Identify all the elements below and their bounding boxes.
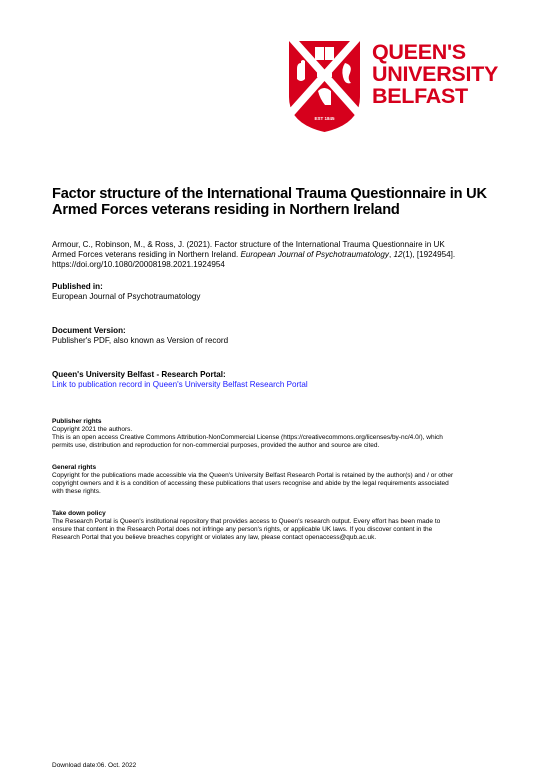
take-down-heading: Take down policy	[52, 510, 106, 517]
citation-line-1: Armour, C., Robinson, M., & Ross, J. (2021). Factor structure of the International Trauma Questionnaire in UK	[52, 240, 445, 249]
publisher-rights-line-2: This is an open access Creative Commons Attribution-NonCommercial License (https://creativecommons.org/licenses/by-nc/4.0/), which	[52, 434, 443, 441]
svg-text:EST 1845: EST 1845	[314, 116, 335, 121]
published-in-section	[52, 282, 522, 302]
citation-journal: European Journal of Psychotraumatology	[240, 250, 389, 259]
logo-line-3: BELFAST	[372, 84, 468, 108]
citation-doi[interactable]: https://doi.org/10.1080/20008198.2021.1924954	[52, 260, 225, 269]
publisher-rights-line-1: Copyright 2021 the authors.	[52, 426, 133, 433]
published-in-value: European Journal of Psychotraumatology	[52, 292, 201, 301]
download-date: Download date:06. Oct. 2022	[52, 762, 137, 769]
publisher-rights-line-3: permits use, distribution and reproduction for non-commercial purposes, provided the author and source are cited.	[52, 442, 380, 449]
document-version-value: Publisher's PDF, also known as Version of record	[52, 336, 229, 345]
general-rights-section	[52, 464, 512, 496]
research-portal-heading: Queen's University Belfast - Research Portal:	[52, 370, 226, 379]
general-rights-line-2: copyright owners and it is a condition of accessing these publications that users recognise and abide by the legal requirements associated	[52, 480, 449, 487]
general-rights-heading: General rights	[52, 464, 97, 471]
citation-line-2-text: Armed Forces veterans residing in Northern Ireland.	[52, 250, 241, 259]
document-version-section	[52, 326, 522, 346]
general-rights-line-3: with these rights.	[52, 488, 101, 495]
document-version-heading: Document Version:	[52, 326, 126, 335]
published-in-heading: Published in:	[52, 282, 103, 291]
citation	[52, 240, 522, 270]
citation-volume: 12	[393, 250, 403, 259]
citation-issue-pages: (1), [1924954].	[402, 250, 456, 259]
title-line-1: Factor structure of the International Trauma Questionnaire in UK	[52, 186, 487, 202]
general-rights-line-1: Copyright for the publications made accessible via the Queen's University Belfast Research Portal is retained by the author(s) and / or other	[52, 472, 454, 479]
research-portal-section	[52, 370, 522, 390]
take-down-line-1: The Research Portal is Queen's institutional repository that provides access to Queen's research output. Every effort has been made to	[52, 518, 441, 525]
publisher-rights-heading: Publisher rights	[52, 418, 102, 425]
logo-line-2: UNIVERSITY	[372, 62, 499, 86]
publisher-rights-section	[52, 418, 512, 450]
citation-separator: ,	[388, 250, 394, 259]
paper-title	[52, 186, 512, 218]
title-line-2: Armed Forces veterans residing in Northern Ireland	[52, 202, 400, 218]
research-portal-link[interactable]: Link to publication record in Queen's University Belfast Research Portal	[52, 380, 308, 389]
take-down-line-3: Research Portal that you believe breaches copyright or violates any law, please contact openaccess@qub.ac.uk.	[52, 534, 377, 541]
logo-line-1: QUEEN'S	[372, 40, 466, 64]
university-name	[372, 41, 498, 107]
take-down-section	[52, 510, 512, 542]
university-logo	[287, 39, 515, 134]
take-down-line-2: ensure that content in the Research Portal does not infringe any person's rights, or applicable UK laws. If you discover content in the	[52, 526, 433, 533]
citation-line-2	[52, 250, 522, 260]
university-crest-icon	[287, 39, 362, 134]
